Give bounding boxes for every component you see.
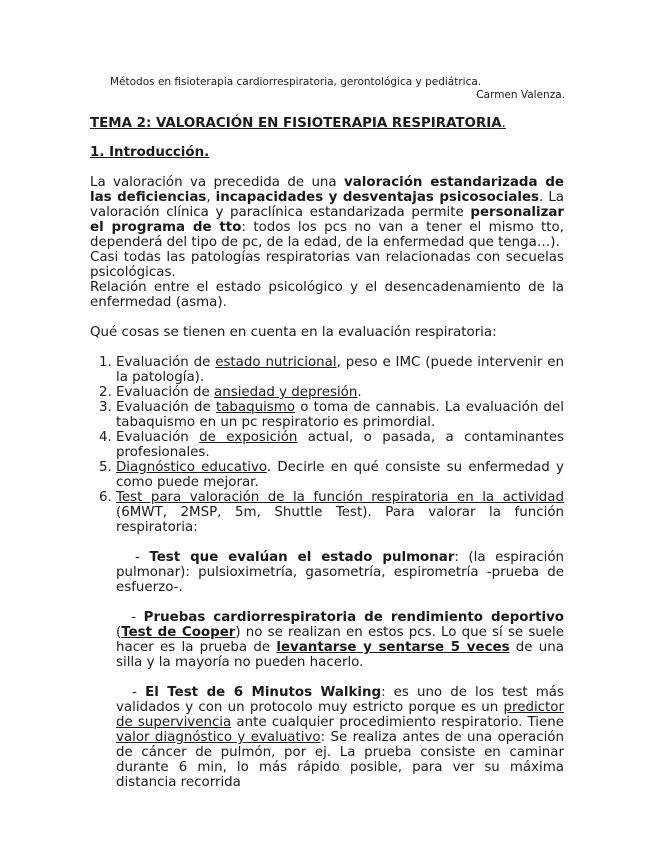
list-item-underlined: estado nutricional: [215, 355, 337, 370]
subsection-text: : (la espiración pulmonar): pulsioximetría, gasometría, espirometría -prueba de esfuerzo-.: [116, 550, 564, 595]
predictor-supervivencia: predictor de supervivencia: [116, 700, 564, 730]
list-item: [116, 355, 564, 385]
evaluation-list: [90, 355, 564, 535]
title-text: TEMA 2: VALORACIÓN EN FISIOTERAPIA RESPIRATORIA: [90, 116, 502, 131]
paragraph-secuelas: Casi todas las patologías respiratorias van relacionadas con secuelas psicológicas.: [90, 250, 564, 280]
intro-text-4: : todos los pcs no van a tener el mismo tto, dependerá del tipo de pc, de la edad, de la enfermedad que tenga…).: [90, 220, 564, 250]
intro-text-2: ,: [206, 190, 216, 205]
list-item: [116, 400, 564, 430]
list-item: [116, 385, 564, 400]
paragraph-relacion: Relación entre el estado psicológico y el desencadenamiento de la enfermedad (asma).: [90, 280, 564, 310]
list-item-text: Evaluación de: [116, 355, 216, 370]
intro-bold-2: incapacidades y desventajas psicosociales: [215, 190, 539, 205]
intro-bold-3: personalizar el programa de tto: [90, 205, 564, 235]
test-cooper: Test de Cooper: [121, 625, 236, 640]
title-suffix: .: [501, 116, 506, 131]
subsection-text: ante cualquier procedimiento respiratorio. Tiene: [231, 715, 564, 730]
subsection-text: : Se realiza antes de una operación de cáncer de pulmón, por ej. La prueba consiste en caminar durante 6 min, lo más rápido posible, para ver su máxima distancia recorrida: [116, 730, 564, 790]
subsection-text: de una silla y la mayoría no pueden hacerlo.: [116, 640, 564, 670]
list-item-underlined: Test para valoración de la función respiratoria en la actividad: [116, 490, 564, 505]
list-item-text: .: [357, 385, 362, 400]
dash: -: [135, 550, 150, 565]
list-item-underlined: de exposición: [199, 430, 298, 445]
subsection-bold: Test que evalúan el estado pulmonar: [149, 550, 455, 565]
list-item-text: Evaluación de: [116, 400, 216, 415]
subsection-text: (: [116, 625, 122, 640]
list-item-underlined: ansiedad y depresión: [214, 385, 358, 400]
subsection-text: : es uno de los test más validados y con un protocolo muy estricto porque es un: [116, 685, 564, 715]
dash: -: [131, 610, 144, 625]
subsection-test-pulmonar: [116, 550, 564, 595]
section-heading-introduccion: 1. Introducción.: [90, 145, 210, 160]
list-item-text: actual, o pasada, a contaminantes profesionales.: [116, 430, 564, 460]
intro-text-3: . La valoración clínica y paraclínica estandarizada permite: [90, 190, 564, 220]
subsection-test-6-minutos: [116, 685, 564, 790]
dash: -: [132, 685, 146, 700]
list-item-underlined: Diagnóstico educativo: [116, 460, 267, 475]
header-course: Métodos en fisioterapia cardiorrespiratoria, gerontológica y pediátrica.: [110, 76, 482, 88]
intro-paragraph: [90, 175, 564, 250]
list-item-text: Evaluación de: [116, 385, 215, 400]
list-item: [116, 460, 564, 490]
list-item-text: o toma de cannabis. La evaluación del tabaquismo en un pc respiratorio es primordial.: [116, 400, 564, 430]
list-item-underlined: tabaquismo: [215, 400, 296, 415]
list-item-text: , peso e IMC (puede intervenir en la patología).: [116, 355, 564, 385]
list-item-text: (6MWT, 2MSP, 5m, Shuttle Test). Para valorar la función respiratoria:: [116, 505, 564, 535]
intro-text-1: La valoración va precedida de una: [90, 175, 345, 190]
list-item-text: . Decirle en qué consiste su enfermedad y como puede mejorar.: [116, 460, 564, 490]
valor-diagnostico: valor diagnóstico y evaluativo: [116, 730, 321, 745]
subsection-bold: El Test de 6 Minutos Walking: [145, 685, 382, 700]
subsection-bold: Pruebas cardiorrespiratoria de rendimiento deportivo: [143, 610, 564, 625]
list-item-text: Evaluación: [116, 430, 200, 445]
page-title: [90, 116, 564, 131]
document-body: [90, 116, 564, 790]
intro-bold-1: valoración estandarizada de las deficiencias: [90, 175, 565, 205]
list-item: [116, 430, 564, 460]
header-author: Carmen Valenza.: [476, 89, 565, 101]
list-item: [116, 490, 564, 535]
subsection-text: ) no se realizan en estos pcs. Lo que sí se suele hacer es la prueba de: [116, 625, 564, 655]
subsection-pruebas-cardio: [116, 610, 564, 670]
levantarse-sentarse: levantarse y sentarse 5 veces: [276, 640, 510, 655]
question-paragraph: Qué cosas se tienen en cuenta en la evaluación respiratoria:: [90, 325, 497, 340]
